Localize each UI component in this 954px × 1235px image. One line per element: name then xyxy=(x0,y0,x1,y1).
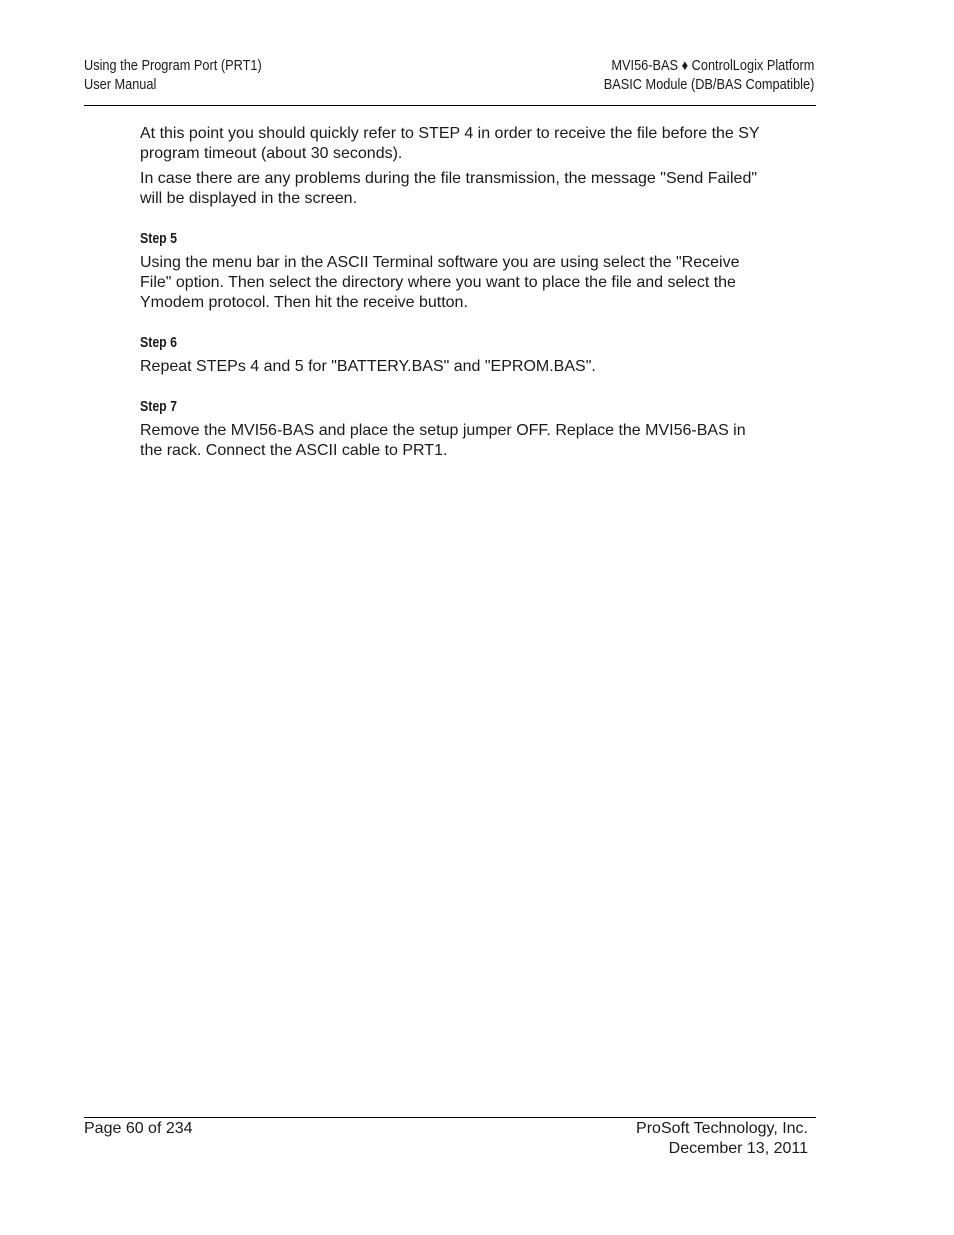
footer-company: ProSoft Technology, Inc. xyxy=(636,1120,808,1137)
header-product: MVI56-BAS ♦ ControlLogix Platform xyxy=(611,58,814,74)
step-5-heading: Step 5 xyxy=(140,231,177,247)
step-6-heading: Step 6 xyxy=(140,335,177,351)
footer-date: December 13, 2011 xyxy=(668,1140,808,1157)
footer-right xyxy=(636,1119,808,1159)
step-7-heading: Step 7 xyxy=(140,399,177,415)
page-body xyxy=(140,124,760,466)
header-section-title: Using the Program Port (PRT1) xyxy=(84,58,262,74)
header-divider xyxy=(84,105,816,106)
header-left xyxy=(84,57,262,95)
step-6-text: Repeat STEPs 4 and 5 for "BATTERY.BAS" and "EPROM.BAS". xyxy=(140,358,596,375)
intro-paragraph-1: At this point you should quickly refer to STEP 4 in order to receive the file before the SY program timeout (about 30 seconds). xyxy=(140,125,760,162)
intro-paragraph-2: In case there are any problems during the file transmission, the message "Send Failed" will be displayed in the screen. xyxy=(140,170,758,207)
footer-divider xyxy=(84,1117,816,1118)
header-product-desc: BASIC Module (DB/BAS Compatible) xyxy=(603,77,814,93)
footer-left xyxy=(84,1119,193,1139)
header-right xyxy=(603,57,814,95)
step-7-text: Remove the MVI56-BAS and place the setup jumper OFF. Replace the MVI56-BAS in the rack. Connect the ASCII cable to PRT1. xyxy=(140,422,746,459)
step-5-text: Using the menu bar in the ASCII Terminal software you are using select the "Receive File" option. Then select the directory where you want to place the file and select the Ymodem protocol. Then hit the receive button. xyxy=(140,254,740,311)
header-doc-type: User Manual xyxy=(84,77,157,93)
page-number: Page 60 of 234 xyxy=(84,1120,193,1137)
